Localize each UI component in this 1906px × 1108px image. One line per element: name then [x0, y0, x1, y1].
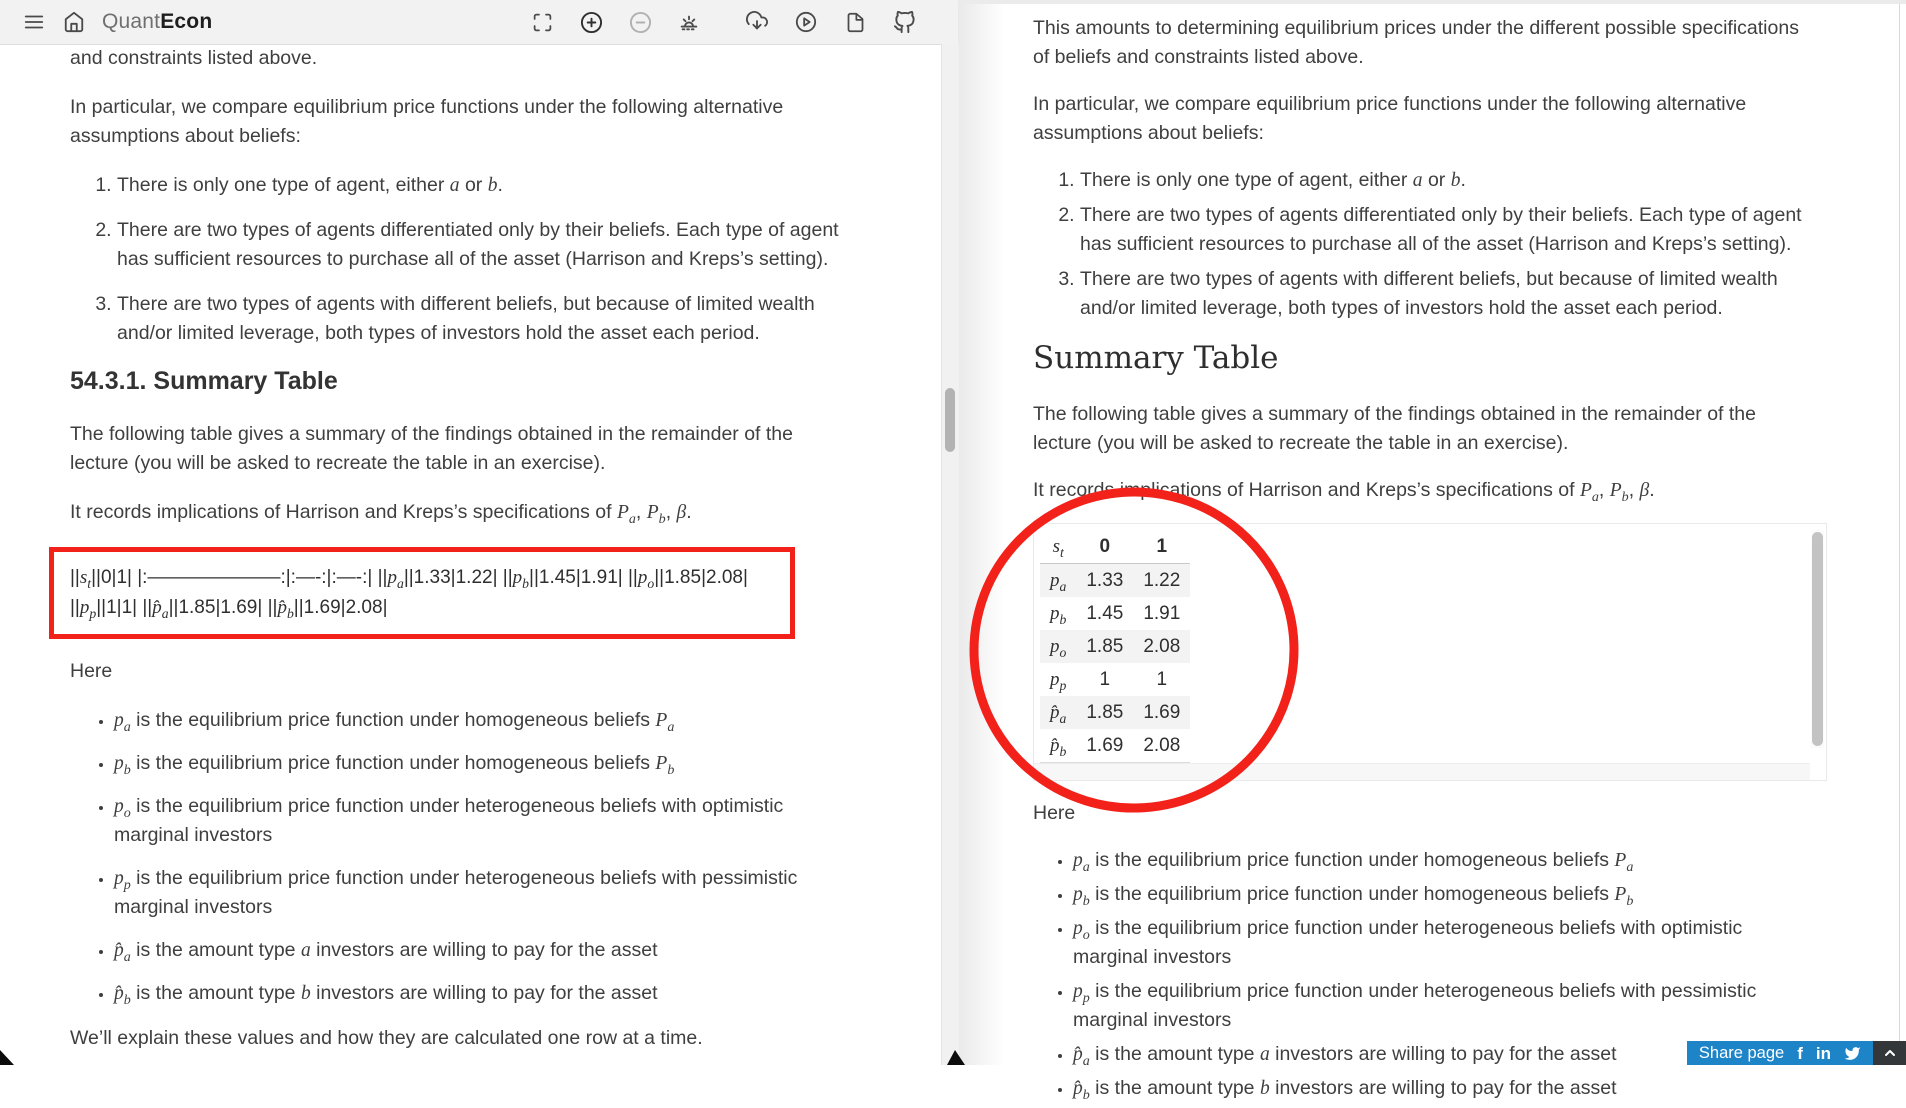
table-header-cell: 0: [1099, 536, 1111, 557]
cell-value: 1.91: [1143, 603, 1181, 624]
view-controls: [530, 10, 701, 34]
facebook-icon[interactable]: f: [1797, 1043, 1803, 1063]
list-item: 1. There is only one type of agent, either a or b.: [117, 171, 852, 200]
intro-paragraph: In particular, we compare equilibrium price functions under the following alternative assumptions about beliefs:: [70, 96, 784, 147]
source-file-icon[interactable]: [843, 10, 867, 34]
definition-item: • $p_p$ is the equilibrium price function under heterogeneous beliefs with pessimistic marginal investors: [114, 864, 852, 922]
table-row: [1040, 729, 1190, 763]
back-to-top-button[interactable]: [1873, 1041, 1906, 1065]
intro-paragraph: In particular, we compare equilibrium price functions under the following alternative assumptions about beliefs:: [1033, 93, 1747, 144]
clipped-paragraph: and constraints listed above.: [70, 47, 318, 69]
table-header-cell: $s_t$: [1052, 536, 1064, 560]
cell-value: 1.85: [1086, 636, 1124, 657]
row-label: $p_p$: [1050, 669, 1067, 693]
browser-toolbar: [0, 0, 958, 45]
definition-item: • $p_o$ is the equilibrium price function under heterogeneous beliefs with optimistic marginal investors: [114, 792, 852, 850]
table-row: [1040, 630, 1190, 663]
left-pane-scrollbar-track[interactable]: [941, 44, 959, 1065]
here-label: Here: [70, 660, 113, 682]
cell-value: 1: [1156, 669, 1168, 690]
definition-item: • $p_a$ is the equilibrium price function under homogeneous beliefs $P_a$: [114, 706, 852, 735]
here-label: Here: [1033, 802, 1076, 824]
fullscreen-icon[interactable]: [530, 10, 554, 34]
quantecon-logo[interactable]: [102, 10, 212, 34]
corner-marker-divider: [947, 1050, 965, 1065]
left-article: [70, 44, 852, 1073]
twitter-icon[interactable]: [1844, 1045, 1861, 1062]
download-cloud-icon[interactable]: [745, 10, 769, 34]
list-item: 3. There are two types of agents with different beliefs, but because of limited wealth and/or limited leverage, both types of investors hold the asset each period.: [117, 290, 852, 348]
left-pane-scrollbar-thumb[interactable]: [945, 388, 955, 452]
records-paragraph: It records implications of Harrison and Kreps’s specifications of $P_a$, $P_b$, β.: [70, 501, 692, 527]
zoom-in-icon[interactable]: [579, 10, 603, 34]
row-label: $p_b$: [1050, 603, 1067, 627]
definition-item: • $p̂_b$ is the amount type b investors are willing to pay for the asset: [1073, 1074, 1808, 1103]
table-intro-paragraph: The following table gives a summary of the findings obtained in the remainder of the lecture (you will be asked to recreate the table in an exercise).: [70, 423, 793, 474]
definition-item: • $p̂_a$ is the amount type a investors are willing to pay for the asset: [114, 936, 852, 965]
cell-value: 1.85: [1086, 702, 1124, 723]
row-label: $p_a$: [1050, 570, 1067, 594]
table-row: [1040, 696, 1190, 729]
share-bar: [1687, 1041, 1906, 1065]
row-label: $p̂_b$: [1050, 735, 1067, 759]
table-intro-paragraph: The following table gives a summary of the findings obtained in the remainder of the lecture (you will be asked to recreate the table in an exercise).: [1033, 403, 1756, 454]
table-vertical-scrollbar-thumb[interactable]: [1812, 532, 1823, 746]
row-label: $p_o$: [1050, 636, 1067, 660]
definition-item: • $p_b$ is the equilibrium price function under homogeneous beliefs $P_b$: [1073, 880, 1808, 909]
table-vertical-scrollbar-track[interactable]: [1811, 530, 1824, 748]
summary-table: [1040, 530, 1190, 763]
definitions-list: [70, 706, 852, 1008]
brand-light: Quant: [102, 10, 161, 33]
cell-value: 2.08: [1143, 735, 1181, 756]
right-article: [1033, 4, 1808, 1108]
assumptions-list: [1033, 166, 1808, 323]
cell-value: 2.08: [1143, 636, 1181, 657]
share-main: [1687, 1041, 1873, 1065]
markdown-table-source-redbox: $||s_t||0|1|$ |:———————:|:—-:|:—-:| $||p_a||1.33|1.22|$ $||p_b||1.45|1.91|$ $||p_o||1.85|2.08|$ $||p_p||1|1|$ $||p̂_a||1.85|1.69|$ $||p̂_b||1.69|2.08|$: [49, 547, 795, 639]
hamburger-menu-icon[interactable]: [22, 10, 46, 34]
definition-item: • $p̂_a$ is the amount type a investors are willing to pay for the asset: [1073, 1040, 1808, 1069]
definition-item: • $p_a$ is the equilibrium price function under homogeneous beliefs $P_a$: [1073, 846, 1808, 875]
row-label: $p̂_a$: [1050, 702, 1067, 726]
cell-value: 1.22: [1143, 570, 1181, 591]
cell-value: 1.45: [1086, 603, 1124, 624]
theme-brightness-icon[interactable]: [677, 10, 701, 34]
launch-play-icon[interactable]: [794, 10, 818, 34]
definition-item: • $p_p$ is the equilibrium price function under heterogeneous beliefs with pessimistic marginal investors: [1073, 977, 1808, 1035]
records-paragraph: It records implications of Harrison and Kreps’s specifications of $P_a$, $P_b$, β.: [1033, 479, 1655, 505]
linkedin-icon[interactable]: in: [1815, 1043, 1831, 1063]
github-icon[interactable]: [892, 10, 916, 34]
table-row: [1040, 564, 1190, 598]
share-page-label[interactable]: Share page: [1698, 1043, 1785, 1062]
table-row: [1040, 597, 1190, 630]
cell-value: 1.69: [1086, 735, 1124, 756]
corner-marker-left: [0, 1050, 14, 1065]
list-item: 2. There are two types of agents differentiated only by their beliefs. Each type of agent has sufficient resources to purchase all of the asset (Harrison and Kreps’s setting).: [117, 216, 852, 274]
zoom-out-icon[interactable]: [628, 10, 652, 34]
definition-item: • $p_b$ is the equilibrium price function under homogeneous beliefs $P_b$: [114, 749, 852, 778]
definition-item: • $p_o$ is the equilibrium price function under heterogeneous beliefs with optimistic marginal investors: [1073, 914, 1808, 972]
table-row: [1040, 663, 1190, 696]
table-header-row: [1040, 530, 1190, 564]
cell-value: 1: [1099, 669, 1111, 690]
right-rendered-pane: [958, 0, 1906, 1103]
summary-table-container: [1033, 523, 1827, 781]
page-actions: [745, 10, 916, 34]
section-heading: 54.3.1. Summary Table: [70, 367, 338, 395]
list-item: 2. There are two types of agents differentiated only by their beliefs. Each type of agent has sufficient resources to purchase all of the asset (Harrison and Kreps’s setting).: [1080, 201, 1808, 259]
table-horizontal-scrollbar-track[interactable]: [1034, 763, 1810, 780]
lead-paragraph: This amounts to determining equilibrium prices under the different possible specifications of beliefs and constraints listed above.: [1033, 17, 1799, 68]
definition-item: • $p̂_b$ is the amount type b investors are willing to pay for the asset: [114, 979, 852, 1008]
cell-value: 1.33: [1086, 570, 1124, 591]
outro-paragraph: We’ll explain these values and how they are calculated one row at a time.: [70, 1027, 703, 1049]
right-window-edge: [1899, 4, 1900, 1065]
table-header-cell: 1: [1156, 536, 1168, 557]
assumptions-list: [70, 171, 852, 348]
list-item: 1. There is only one type of agent, either a or b.: [1080, 166, 1808, 195]
list-item: 3. There are two types of agents with different beliefs, but because of limited wealth and/or limited leverage, both types of investors hold the asset each period.: [1080, 265, 1808, 323]
cell-value: 1.69: [1143, 702, 1181, 723]
home-icon[interactable]: [62, 10, 86, 34]
left-browser-pane: [0, 0, 941, 1065]
brand-bold: Econ: [160, 10, 213, 33]
section-heading: Summary Table: [1033, 340, 1279, 376]
